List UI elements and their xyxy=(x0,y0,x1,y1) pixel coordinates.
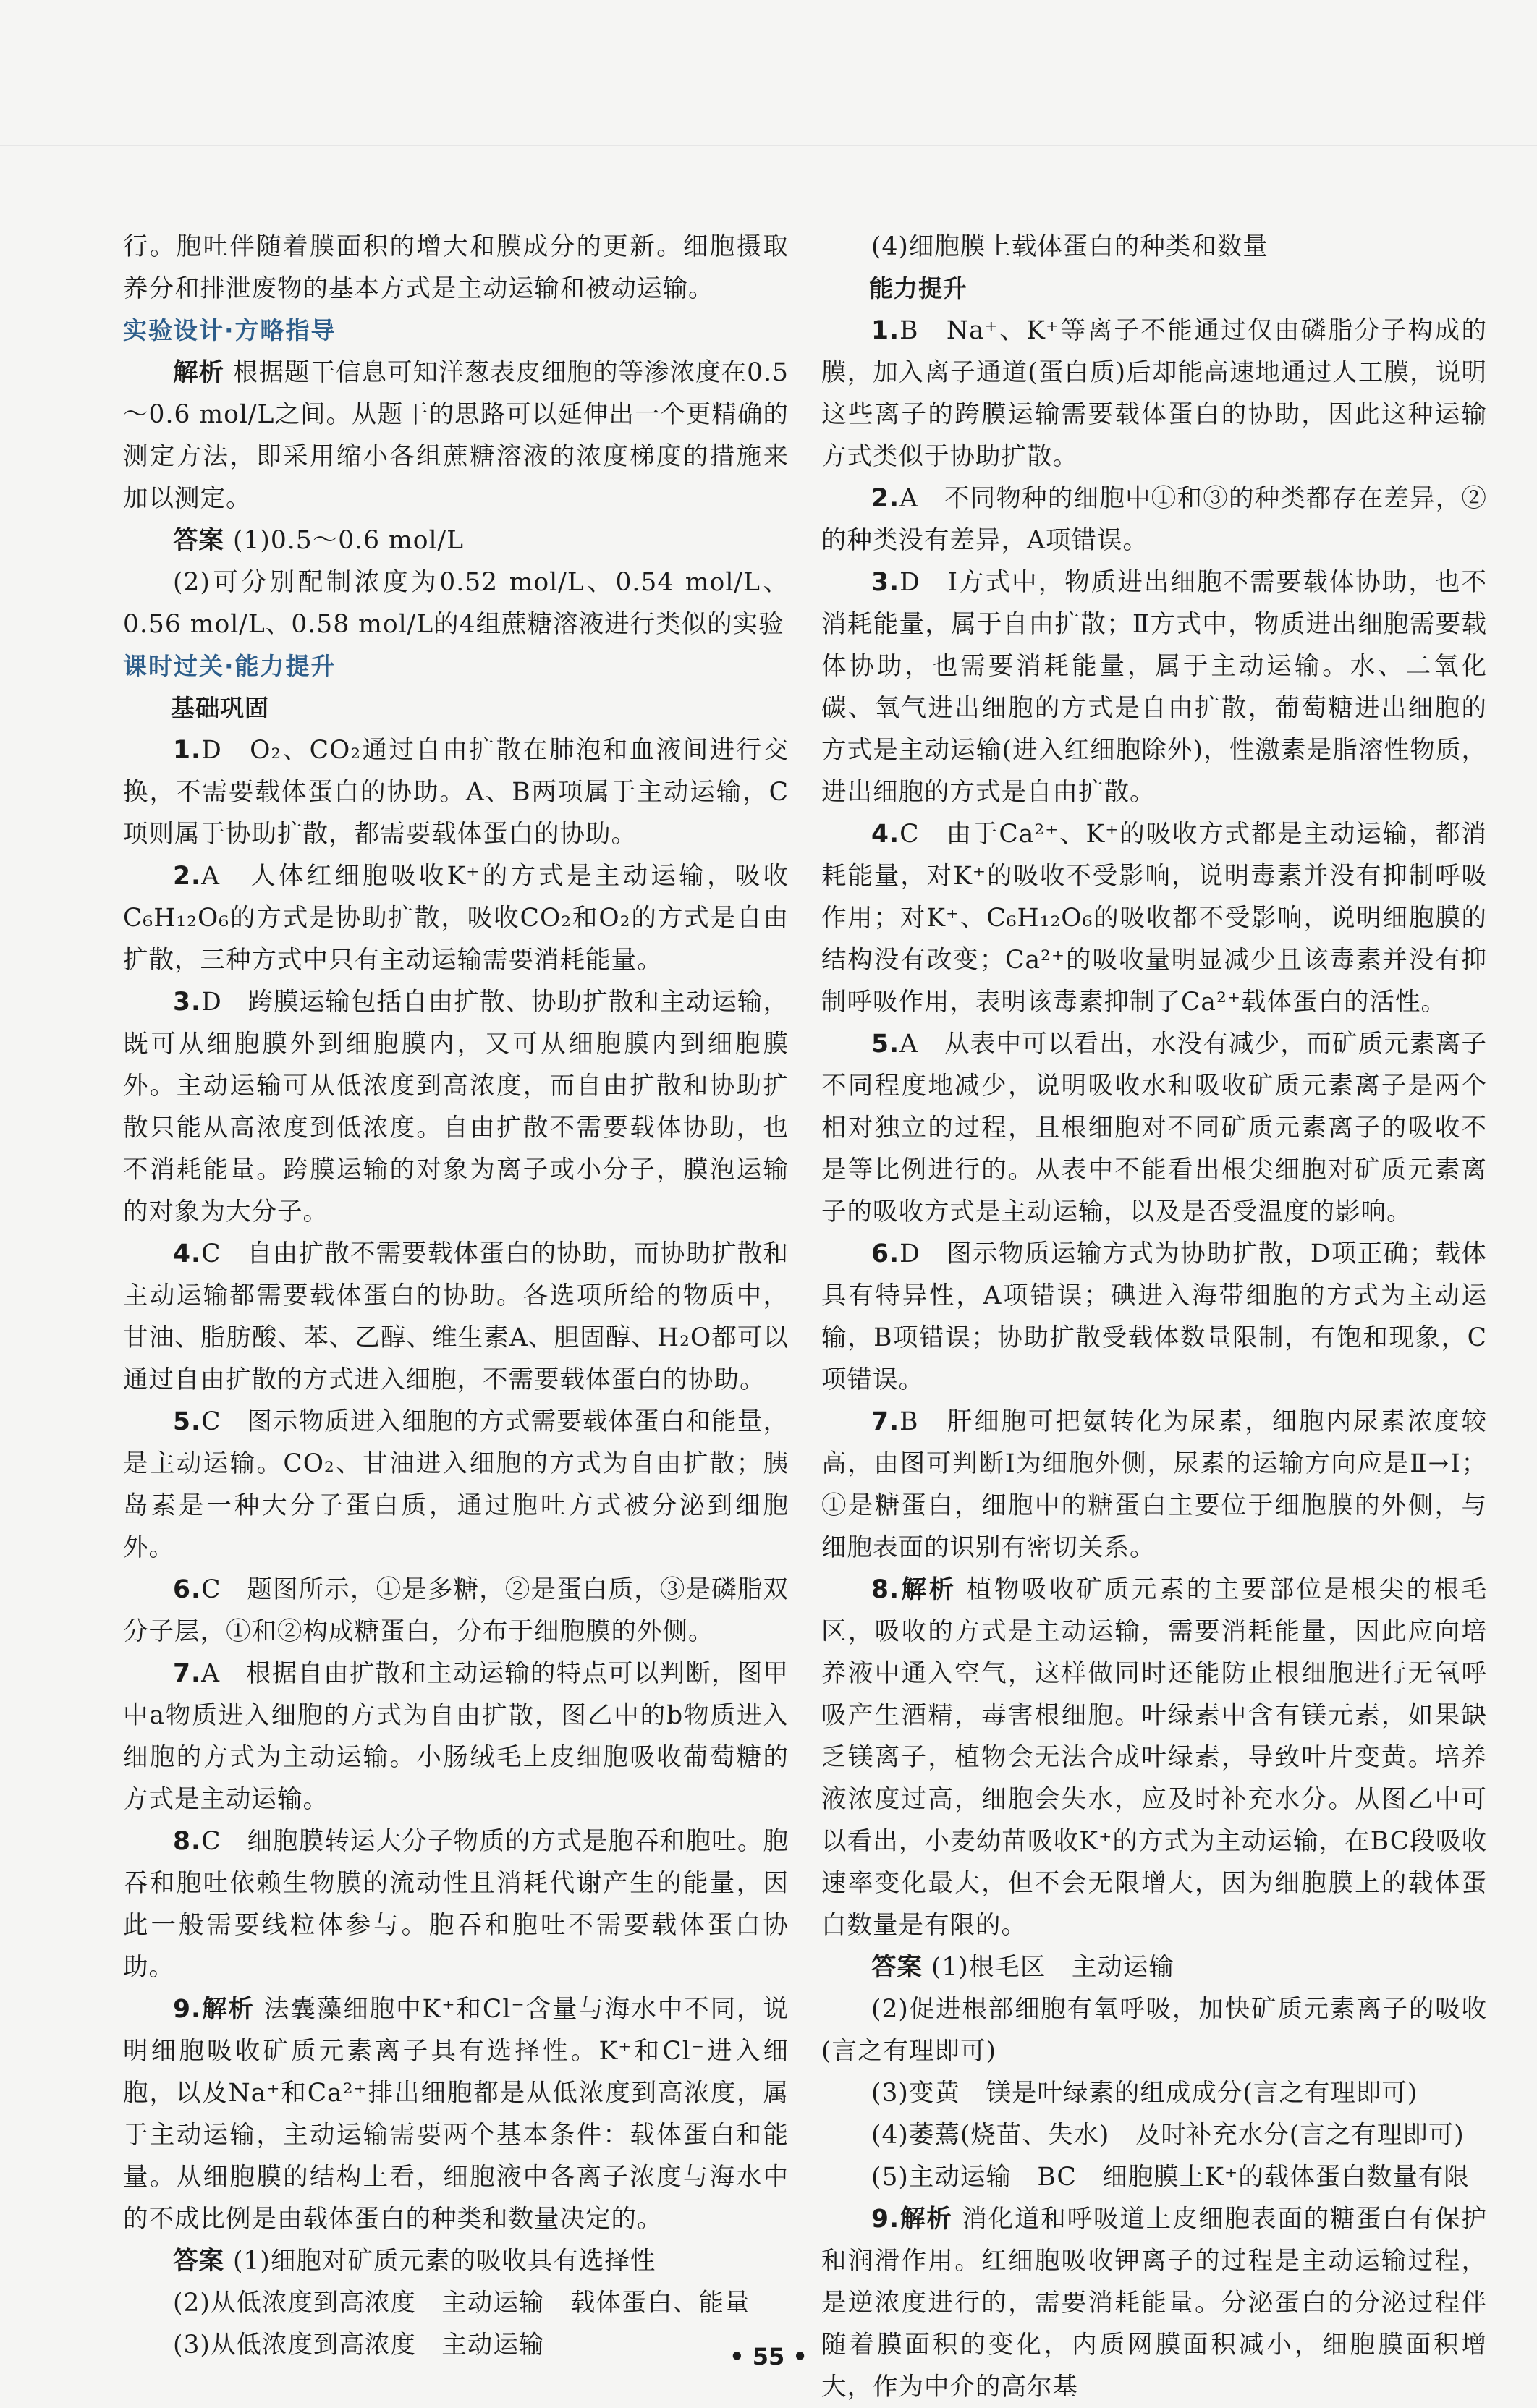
keyword-label: 解析 xyxy=(899,2205,953,2234)
question-number: 9. xyxy=(173,1995,202,2024)
paragraph-text: 基础巩固 xyxy=(171,694,269,722)
answer-paragraph xyxy=(123,1820,789,1988)
paragraph-text: C 题图所示，①是多糖，②是蛋白质，③是磷脂双分子层，①和②构成糖蛋白，分布于细胞膜的外侧。 xyxy=(123,1575,789,1646)
section-heading xyxy=(123,687,789,729)
paragraph-text: A 根据自由扩散和主动运输的特点可以判断，图甲中a物质进入细胞的方式为自由扩散，图乙中的b物质进入细胞的方式为主动运输。小肠绒毛上皮细胞吸收葡萄糖的方式是主动运输。 xyxy=(123,1659,789,1814)
paragraph-text: (2)可分别配制浓度为0.52 mol/L、0.54 mol/L、0.56 mol/L、0.58 mol/L的4组蔗糖溶液进行类似的实验 xyxy=(123,568,789,639)
answer-paragraph xyxy=(821,2072,1487,2114)
paragraph-text: 法囊藻细胞中K⁺和Cl⁻含量与海水中不同，说明细胞吸收矿质元素离子具有选择性。K⁺和Cl⁻进入细胞，以及Na⁺和Ca²⁺排出细胞都是从低浓度到高浓度，属于主动运输，主动运输需要两个基本条件：载体蛋白和能量。从细胞膜的结构上看，细胞液中各离子浓度与海水中的不成比例是由载体蛋白的种类和数量决定的。 xyxy=(123,1995,789,2234)
keyword-label: 答案 xyxy=(173,2247,224,2276)
answer-paragraph xyxy=(123,1569,789,1653)
question-number: 7. xyxy=(871,1407,900,1436)
paragraph-text: 实验设计·方略指导 xyxy=(123,316,336,344)
paragraph-text: (1)细胞对矿质元素的吸收具有选择性 xyxy=(224,2247,656,2276)
paragraph-text: C 图示物质进入细胞的方式需要载体蛋白和能量，是主动运输。CO₂、甘油进入细胞的方式为自由扩散；胰岛素是一种大分子蛋白质，通过胞吐方式被分泌到细胞外。 xyxy=(123,1407,789,1562)
paragraph-text: A 人体红细胞吸收K⁺的方式是主动运输，吸收C₆H₁₂O₆的方式是协助扩散，吸收CO₂和O₂的方式是自由扩散，三种方式中只有主动运输需要消耗能量。 xyxy=(123,862,789,975)
question-number: 5. xyxy=(871,1030,900,1059)
answer-paragraph xyxy=(123,855,789,981)
page-number: • 55 • xyxy=(729,2343,808,2370)
paragraph-text: 根据题干信息可知洋葱表皮细胞的等渗浓度在0.5～0.6 mol/L之间。从题干的思路可以延伸出一个更精确的测定方法，即采用缩小各组蔗糖溶液的浓度梯度的措施来加以测定。 xyxy=(123,358,789,513)
section-heading xyxy=(123,645,789,687)
answer-paragraph xyxy=(123,561,789,645)
question-number: 7. xyxy=(173,1659,202,1688)
answer-paragraph xyxy=(123,352,789,520)
paragraph-text: 植物吸收矿质元素的主要部位是根尖的根毛区，吸收的方式是主动运输，需要消耗能量，因此应向培养液中通入空气，这样做同时还能防止根细胞进行无氧呼吸产生酒精，毒害根细胞。叶绿素中含有镁元素，如果缺乏镁离子，植物会无法合成叶绿素，导致叶片变黄。培养液浓度过高，细胞会失水，应及时补充水分。从图乙中可以看出，小麦幼苗吸收K⁺的方式为主动运输，在BC段吸收速率变化最大，但不会无限增大，因为细胞膜上的载体蛋白数量是有限的。 xyxy=(821,1575,1487,1940)
answer-paragraph xyxy=(821,2198,1487,2408)
answer-paragraph xyxy=(821,1946,1487,1988)
paragraph-text: A 不同物种的细胞中①和③的种类都存在差异，②的种类没有差异，A项错误。 xyxy=(821,484,1487,555)
question-number: 8. xyxy=(173,1827,202,1856)
question-number: 2. xyxy=(871,484,900,513)
answer-paragraph xyxy=(821,1569,1487,1946)
section-heading xyxy=(123,310,789,352)
question-number: 2. xyxy=(173,862,202,891)
answer-paragraph xyxy=(821,1233,1487,1401)
answer-paragraph xyxy=(123,1233,789,1401)
question-number: 9. xyxy=(871,2205,900,2234)
paragraph-text: (4)细胞膜上载体蛋白的种类和数量 xyxy=(871,232,1269,261)
paragraph-text: C 自由扩散不需要载体蛋白的协助，而协助扩散和主动运输都需要载体蛋白的协助。各选项所给的物质中，甘油、脂肪酸、苯、乙醇、维生素A、胆固醇、H₂O都可以通过自由扩散的方式进入细胞，不需要载体蛋白的协助。 xyxy=(123,1239,789,1394)
paragraph-text: (2)从低浓度到高浓度 主动运输 载体蛋白、能量 xyxy=(173,2289,750,2318)
section-heading xyxy=(821,268,1487,310)
question-number: 1. xyxy=(173,736,202,765)
keyword-label: 解析 xyxy=(173,358,225,387)
keyword-label: 解析 xyxy=(201,1995,255,2024)
paragraph-text: (1)根毛区 主动运输 xyxy=(923,1953,1174,1982)
paragraph-text: D 跨膜运输包括自由扩散、协助扩散和主动运输，既可从细胞膜外到细胞膜内，又可从细胞膜内到细胞膜外。主动运输可从低浓度到高浓度，而自由扩散和协助扩散只能从高浓度到低浓度。自由扩散不需要载体协助，也不消耗能量。跨膜运输的对象为离子或小分子，膜泡运输的对象为大分子。 xyxy=(123,988,789,1226)
answer-paragraph xyxy=(123,2282,789,2324)
paragraph-text: A 从表中可以看出，水没有减少，而矿质元素离子不同程度地减少，说明吸收水和吸收矿质元素离子是两个相对独立的过程，且根细胞对不同矿质元素离子的吸收不是等比例进行的。从表中不能看出根尖细胞对矿质元素离子的吸收方式是主动运输，以及是否受温度的影响。 xyxy=(821,1030,1487,1226)
left-column xyxy=(123,226,789,2366)
paragraph-text: D O₂、CO₂通过自由扩散在肺泡和血液间进行交换，不需要载体蛋白的协助。A、B两项属于主动运输，C项则属于协助扩散，都需要载体蛋白的协助。 xyxy=(123,736,789,849)
keyword-label: 答案 xyxy=(871,1953,923,1982)
paragraph-text: (3)变黄 镁是叶绿素的组成成分(言之有理即可) xyxy=(871,2079,1418,2108)
paragraph-text: C 细胞膜转运大分子物质的方式是胞吞和胞吐。胞吞和胞吐依赖生物膜的流动性且消耗代谢产生的能量，因此一般需要线粒体参与。胞吞和胞吐不需要载体蛋白协助。 xyxy=(123,1827,789,1982)
paragraph-text: 课时过关·能力提升 xyxy=(123,652,336,680)
answer-paragraph xyxy=(821,226,1487,268)
answer-paragraph xyxy=(821,1023,1487,1233)
paragraph-text: B 肝细胞可把氨转化为尿素，细胞内尿素浓度较高，由图可判断Ⅰ为细胞外侧，尿素的运输方向应是Ⅱ→Ⅰ；①是糖蛋白，细胞中的糖蛋白主要位于细胞膜的外侧，与细胞表面的识别有密切关系。 xyxy=(821,1407,1487,1562)
keyword-label: 解析 xyxy=(899,1575,957,1604)
right-column xyxy=(821,226,1487,2408)
answer-paragraph xyxy=(821,1988,1487,2072)
paragraph-text: 能力提升 xyxy=(869,274,967,302)
paragraph-text: D Ⅰ方式中，物质进出细胞不需要载体协助，也不消耗能量，属于自由扩散；Ⅱ方式中，物质进出细胞需要载体协助，也需要消耗能量，属于主动运输。水、二氧化碳、氧气进出细胞的方式是自由扩散，葡萄糖进出细胞的方式是主动运输(进入红细胞除外)，性激素是脂溶性物质，进出细胞的方式是自由扩散。 xyxy=(821,568,1487,807)
question-number: 5. xyxy=(173,1407,202,1436)
answer-paragraph xyxy=(821,478,1487,561)
question-number: 4. xyxy=(871,820,900,849)
answer-paragraph xyxy=(123,226,789,310)
paragraph-text: (3)从低浓度到高浓度 主动运输 xyxy=(173,2331,545,2360)
question-number: 1. xyxy=(871,316,900,345)
paragraph-text: (5)主动运输 BC 细胞膜上K⁺的载体蛋白数量有限 xyxy=(871,2163,1470,2192)
answer-paragraph xyxy=(123,2240,789,2282)
question-number: 8. xyxy=(871,1575,900,1604)
answer-paragraph xyxy=(123,520,789,561)
answer-paragraph xyxy=(123,729,789,855)
paragraph-text: (4)萎蔫(烧苗、失水) 及时补充水分(言之有理即可) xyxy=(871,2121,1465,2150)
answer-paragraph xyxy=(821,561,1487,813)
question-number: 3. xyxy=(871,568,900,597)
answer-paragraph xyxy=(123,1401,789,1569)
answer-paragraph xyxy=(123,1988,789,2240)
paragraph-text: B Na⁺、K⁺等离子不能通过仅由磷脂分子构成的膜，加入离子通道(蛋白质)后却能高速地通过人工膜，说明这些离子的跨膜运输需要载体蛋白的协助，因此这种运输方式类似于协助扩散。 xyxy=(821,316,1487,471)
paragraph-text: (1)0.5～0.6 mol/L xyxy=(224,526,465,555)
question-number: 6. xyxy=(173,1575,202,1604)
paragraph-text: D 图示物质运输方式为协助扩散，D项正确；载体具有特异性，A项错误；碘进入海带细胞的方式为主动运输，B项错误；协助扩散受载体数量限制，有饱和现象，C项错误。 xyxy=(821,1239,1487,1394)
question-number: 3. xyxy=(173,988,202,1017)
top-divider xyxy=(0,145,1537,146)
answer-paragraph xyxy=(123,1653,789,1820)
answer-paragraph xyxy=(821,2156,1487,2198)
paragraph-text: C 由于Ca²⁺、K⁺的吸收方式都是主动运输，都消耗能量，对K⁺的吸收不受影响，说明毒素并没有抑制呼吸作用；对K⁺、C₆H₁₂O₆的吸收都不受影响，说明细胞膜的结构没有改变；Ca²⁺的吸收量明显减少且该毒素并没有抑制呼吸作用，表明该毒素抑制了Ca²⁺载体蛋白的活性。 xyxy=(821,820,1487,1017)
question-number: 4. xyxy=(173,1239,202,1268)
answer-paragraph xyxy=(821,813,1487,1023)
paragraph-text: 行。胞吐伴随着膜面积的增大和膜成分的更新。细胞摄取养分和排泄废物的基本方式是主动运输和被动运输。 xyxy=(123,232,789,303)
answer-paragraph xyxy=(123,981,789,1233)
question-number: 6. xyxy=(871,1239,900,1268)
answer-paragraph xyxy=(821,310,1487,478)
answer-paragraph xyxy=(821,1401,1487,1569)
paragraph-text: 消化道和呼吸道上皮细胞表面的糖蛋白有保护和润滑作用。红细胞吸收钾离子的过程是主动运输过程，是逆浓度进行的，需要消耗能量。分泌蛋白的分泌过程伴随着膜面积的变化，内质网膜面积减小，细胞膜面积增大，作为中介的高尔基 xyxy=(821,2205,1487,2401)
answer-paragraph xyxy=(821,2114,1487,2156)
paragraph-text: (2)促进根部细胞有氧呼吸，加快矿质元素离子的吸收(言之有理即可) xyxy=(821,1995,1487,2066)
keyword-label: 答案 xyxy=(173,526,224,555)
